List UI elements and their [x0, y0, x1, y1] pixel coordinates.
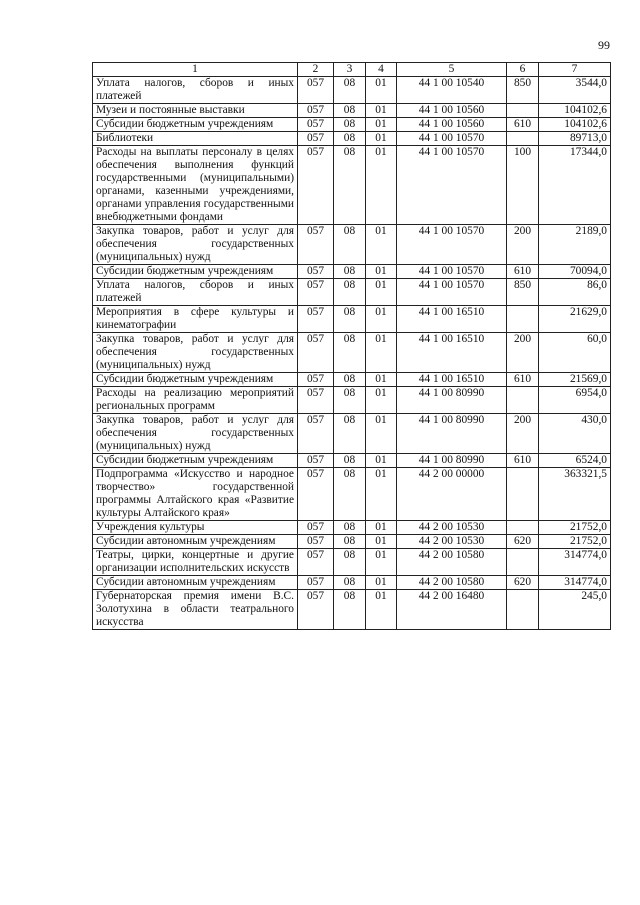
section-code-cell: 08 [334, 373, 366, 387]
item-name-cell: Субсидии автономным учреждениям [93, 535, 298, 549]
column-header: 2 [298, 63, 334, 77]
table-row [93, 535, 611, 549]
amount-cell: 21752,0 [539, 521, 611, 535]
amount-cell: 6524,0 [539, 454, 611, 468]
column-header: 5 [397, 63, 507, 77]
subsection-code-cell: 01 [366, 77, 397, 104]
ministry-code-cell: 057 [298, 132, 334, 146]
amount-cell: 89713,0 [539, 132, 611, 146]
subsection-code-cell: 01 [366, 146, 397, 225]
table-header-row [93, 63, 611, 77]
column-header: 1 [93, 63, 298, 77]
ministry-code-cell: 057 [298, 279, 334, 306]
item-name-cell: Субсидии автономным учреждениям [93, 576, 298, 590]
expense-type-cell [507, 387, 539, 414]
expense-type-cell [507, 590, 539, 630]
table-row [93, 146, 611, 225]
target-article-cell: 44 2 00 16480 [397, 590, 507, 630]
target-article-cell: 44 1 00 10570 [397, 279, 507, 306]
amount-cell: 6954,0 [539, 387, 611, 414]
table-row [93, 414, 611, 454]
amount-cell: 2189,0 [539, 225, 611, 265]
subsection-code-cell: 01 [366, 590, 397, 630]
amount-cell: 104102,6 [539, 118, 611, 132]
section-code-cell: 08 [334, 387, 366, 414]
item-name-cell: Учреждения культуры [93, 521, 298, 535]
amount-cell: 3544,0 [539, 77, 611, 104]
section-code-cell: 08 [334, 535, 366, 549]
target-article-cell: 44 1 00 10560 [397, 118, 507, 132]
subsection-code-cell: 01 [366, 549, 397, 576]
ministry-code-cell: 057 [298, 468, 334, 521]
section-code-cell: 08 [334, 333, 366, 373]
amount-cell: 70094,0 [539, 265, 611, 279]
item-name-cell: Субсидии бюджетным учреждениям [93, 265, 298, 279]
subsection-code-cell: 01 [366, 373, 397, 387]
subsection-code-cell: 01 [366, 333, 397, 373]
ministry-code-cell: 057 [298, 521, 334, 535]
amount-cell: 314774,0 [539, 576, 611, 590]
ministry-code-cell: 057 [298, 387, 334, 414]
subsection-code-cell: 01 [366, 454, 397, 468]
target-article-cell: 44 1 00 16510 [397, 306, 507, 333]
amount-cell: 21629,0 [539, 306, 611, 333]
ministry-code-cell: 057 [298, 576, 334, 590]
expense-type-cell: 610 [507, 373, 539, 387]
table-row [93, 373, 611, 387]
section-code-cell: 08 [334, 521, 366, 535]
item-name-cell: Расходы на выплаты персоналу в целях обеспечения выполнения функций государственными (муниципальными) органами, казенными учреждениями, органами управления государственными внебюджетными фондами [93, 146, 298, 225]
item-name-cell: Закупка товаров, работ и услуг для обеспечения государственных (муниципальных) нужд [93, 414, 298, 454]
table-row [93, 521, 611, 535]
expense-type-cell: 200 [507, 414, 539, 454]
section-code-cell: 08 [334, 77, 366, 104]
table-row [93, 468, 611, 521]
table-row [93, 454, 611, 468]
target-article-cell: 44 1 00 80990 [397, 454, 507, 468]
expense-type-cell [507, 104, 539, 118]
item-name-cell: Закупка товаров, работ и услуг для обеспечения государственных (муниципальных) нужд [93, 225, 298, 265]
subsection-code-cell: 01 [366, 468, 397, 521]
table-row [93, 265, 611, 279]
amount-cell: 60,0 [539, 333, 611, 373]
table-row [93, 279, 611, 306]
expense-type-cell [507, 549, 539, 576]
column-header: 3 [334, 63, 366, 77]
item-name-cell: Музеи и постоянные выставки [93, 104, 298, 118]
amount-cell: 104102,6 [539, 104, 611, 118]
subsection-code-cell: 01 [366, 265, 397, 279]
ministry-code-cell: 057 [298, 104, 334, 118]
table-row [93, 77, 611, 104]
ministry-code-cell: 057 [298, 77, 334, 104]
expense-type-cell: 620 [507, 576, 539, 590]
table-row [93, 576, 611, 590]
expense-type-cell: 200 [507, 225, 539, 265]
target-article-cell: 44 1 00 10540 [397, 77, 507, 104]
subsection-code-cell: 01 [366, 118, 397, 132]
amount-cell: 21569,0 [539, 373, 611, 387]
subsection-code-cell: 01 [366, 387, 397, 414]
target-article-cell: 44 2 00 10530 [397, 535, 507, 549]
table-row [93, 387, 611, 414]
table-body [93, 77, 611, 630]
table-row [93, 104, 611, 118]
target-article-cell: 44 2 00 10580 [397, 576, 507, 590]
ministry-code-cell: 057 [298, 225, 334, 265]
subsection-code-cell: 01 [366, 225, 397, 265]
expense-type-cell [507, 521, 539, 535]
target-article-cell: 44 1 00 10570 [397, 265, 507, 279]
expense-type-cell [507, 306, 539, 333]
target-article-cell: 44 1 00 10560 [397, 104, 507, 118]
item-name-cell: Субсидии бюджетным учреждениям [93, 373, 298, 387]
amount-cell: 314774,0 [539, 549, 611, 576]
item-name-cell: Субсидии бюджетным учреждениям [93, 454, 298, 468]
item-name-cell: Уплата налогов, сборов и иных платежей [93, 77, 298, 104]
amount-cell: 363321,5 [539, 468, 611, 521]
ministry-code-cell: 057 [298, 306, 334, 333]
expense-type-cell: 620 [507, 535, 539, 549]
item-name-cell: Уплата налогов, сборов и иных платежей [93, 279, 298, 306]
amount-cell: 21752,0 [539, 535, 611, 549]
expense-type-cell: 200 [507, 333, 539, 373]
budget-table [92, 62, 611, 630]
section-code-cell: 08 [334, 104, 366, 118]
table-row [93, 306, 611, 333]
ministry-code-cell: 057 [298, 265, 334, 279]
section-code-cell: 08 [334, 225, 366, 265]
table-row [93, 590, 611, 630]
section-code-cell: 08 [334, 549, 366, 576]
amount-cell: 17344,0 [539, 146, 611, 225]
expense-type-cell: 850 [507, 77, 539, 104]
item-name-cell: Закупка товаров, работ и услуг для обеспечения государственных (муниципальных) нужд [93, 333, 298, 373]
ministry-code-cell: 057 [298, 118, 334, 132]
section-code-cell: 08 [334, 590, 366, 630]
ministry-code-cell: 057 [298, 146, 334, 225]
section-code-cell: 08 [334, 468, 366, 521]
table-row [93, 225, 611, 265]
ministry-code-cell: 057 [298, 414, 334, 454]
section-code-cell: 08 [334, 146, 366, 225]
expense-type-cell: 850 [507, 279, 539, 306]
item-name-cell: Подпрограмма «Искусство и народное творчество» государственной программы Алтайского края «Развитие культуры Алтайского края» [93, 468, 298, 521]
item-name-cell: Библиотеки [93, 132, 298, 146]
table-row [93, 333, 611, 373]
subsection-code-cell: 01 [366, 414, 397, 454]
subsection-code-cell: 01 [366, 521, 397, 535]
expense-type-cell: 100 [507, 146, 539, 225]
target-article-cell: 44 1 00 80990 [397, 387, 507, 414]
expense-type-cell: 610 [507, 118, 539, 132]
section-code-cell: 08 [334, 132, 366, 146]
subsection-code-cell: 01 [366, 104, 397, 118]
amount-cell: 430,0 [539, 414, 611, 454]
ministry-code-cell: 057 [298, 590, 334, 630]
table-row [93, 118, 611, 132]
target-article-cell: 44 1 00 16510 [397, 333, 507, 373]
item-name-cell: Субсидии бюджетным учреждениям [93, 118, 298, 132]
table-row [93, 132, 611, 146]
expense-type-cell: 610 [507, 265, 539, 279]
target-article-cell: 44 1 00 10570 [397, 225, 507, 265]
section-code-cell: 08 [334, 576, 366, 590]
target-article-cell: 44 2 00 10580 [397, 549, 507, 576]
section-code-cell: 08 [334, 306, 366, 333]
target-article-cell: 44 1 00 16510 [397, 373, 507, 387]
amount-cell: 245,0 [539, 590, 611, 630]
section-code-cell: 08 [334, 118, 366, 132]
subsection-code-cell: 01 [366, 576, 397, 590]
ministry-code-cell: 057 [298, 373, 334, 387]
page-number: 99 [598, 38, 610, 52]
item-name-cell: Мероприятия в сфере культуры и кинематографии [93, 306, 298, 333]
target-article-cell: 44 1 00 80990 [397, 414, 507, 454]
expense-type-cell [507, 132, 539, 146]
section-code-cell: 08 [334, 454, 366, 468]
item-name-cell: Театры, цирки, концертные и другие организации исполнительских искусств [93, 549, 298, 576]
target-article-cell: 44 2 00 00000 [397, 468, 507, 521]
target-article-cell: 44 1 00 10570 [397, 132, 507, 146]
ministry-code-cell: 057 [298, 549, 334, 576]
column-header: 4 [366, 63, 397, 77]
target-article-cell: 44 1 00 10570 [397, 146, 507, 225]
subsection-code-cell: 01 [366, 132, 397, 146]
section-code-cell: 08 [334, 414, 366, 454]
subsection-code-cell: 01 [366, 279, 397, 306]
subsection-code-cell: 01 [366, 535, 397, 549]
target-article-cell: 44 2 00 10530 [397, 521, 507, 535]
column-header: 6 [507, 63, 539, 77]
ministry-code-cell: 057 [298, 535, 334, 549]
item-name-cell: Губернаторская премия имени В.С. Золотухина в области театрального искусства [93, 590, 298, 630]
section-code-cell: 08 [334, 265, 366, 279]
subsection-code-cell: 01 [366, 306, 397, 333]
section-code-cell: 08 [334, 279, 366, 306]
item-name-cell: Расходы на реализацию мероприятий региональных программ [93, 387, 298, 414]
ministry-code-cell: 057 [298, 333, 334, 373]
amount-cell: 86,0 [539, 279, 611, 306]
expense-type-cell: 610 [507, 454, 539, 468]
expense-type-cell [507, 468, 539, 521]
table-row [93, 549, 611, 576]
column-header: 7 [539, 63, 611, 77]
ministry-code-cell: 057 [298, 454, 334, 468]
